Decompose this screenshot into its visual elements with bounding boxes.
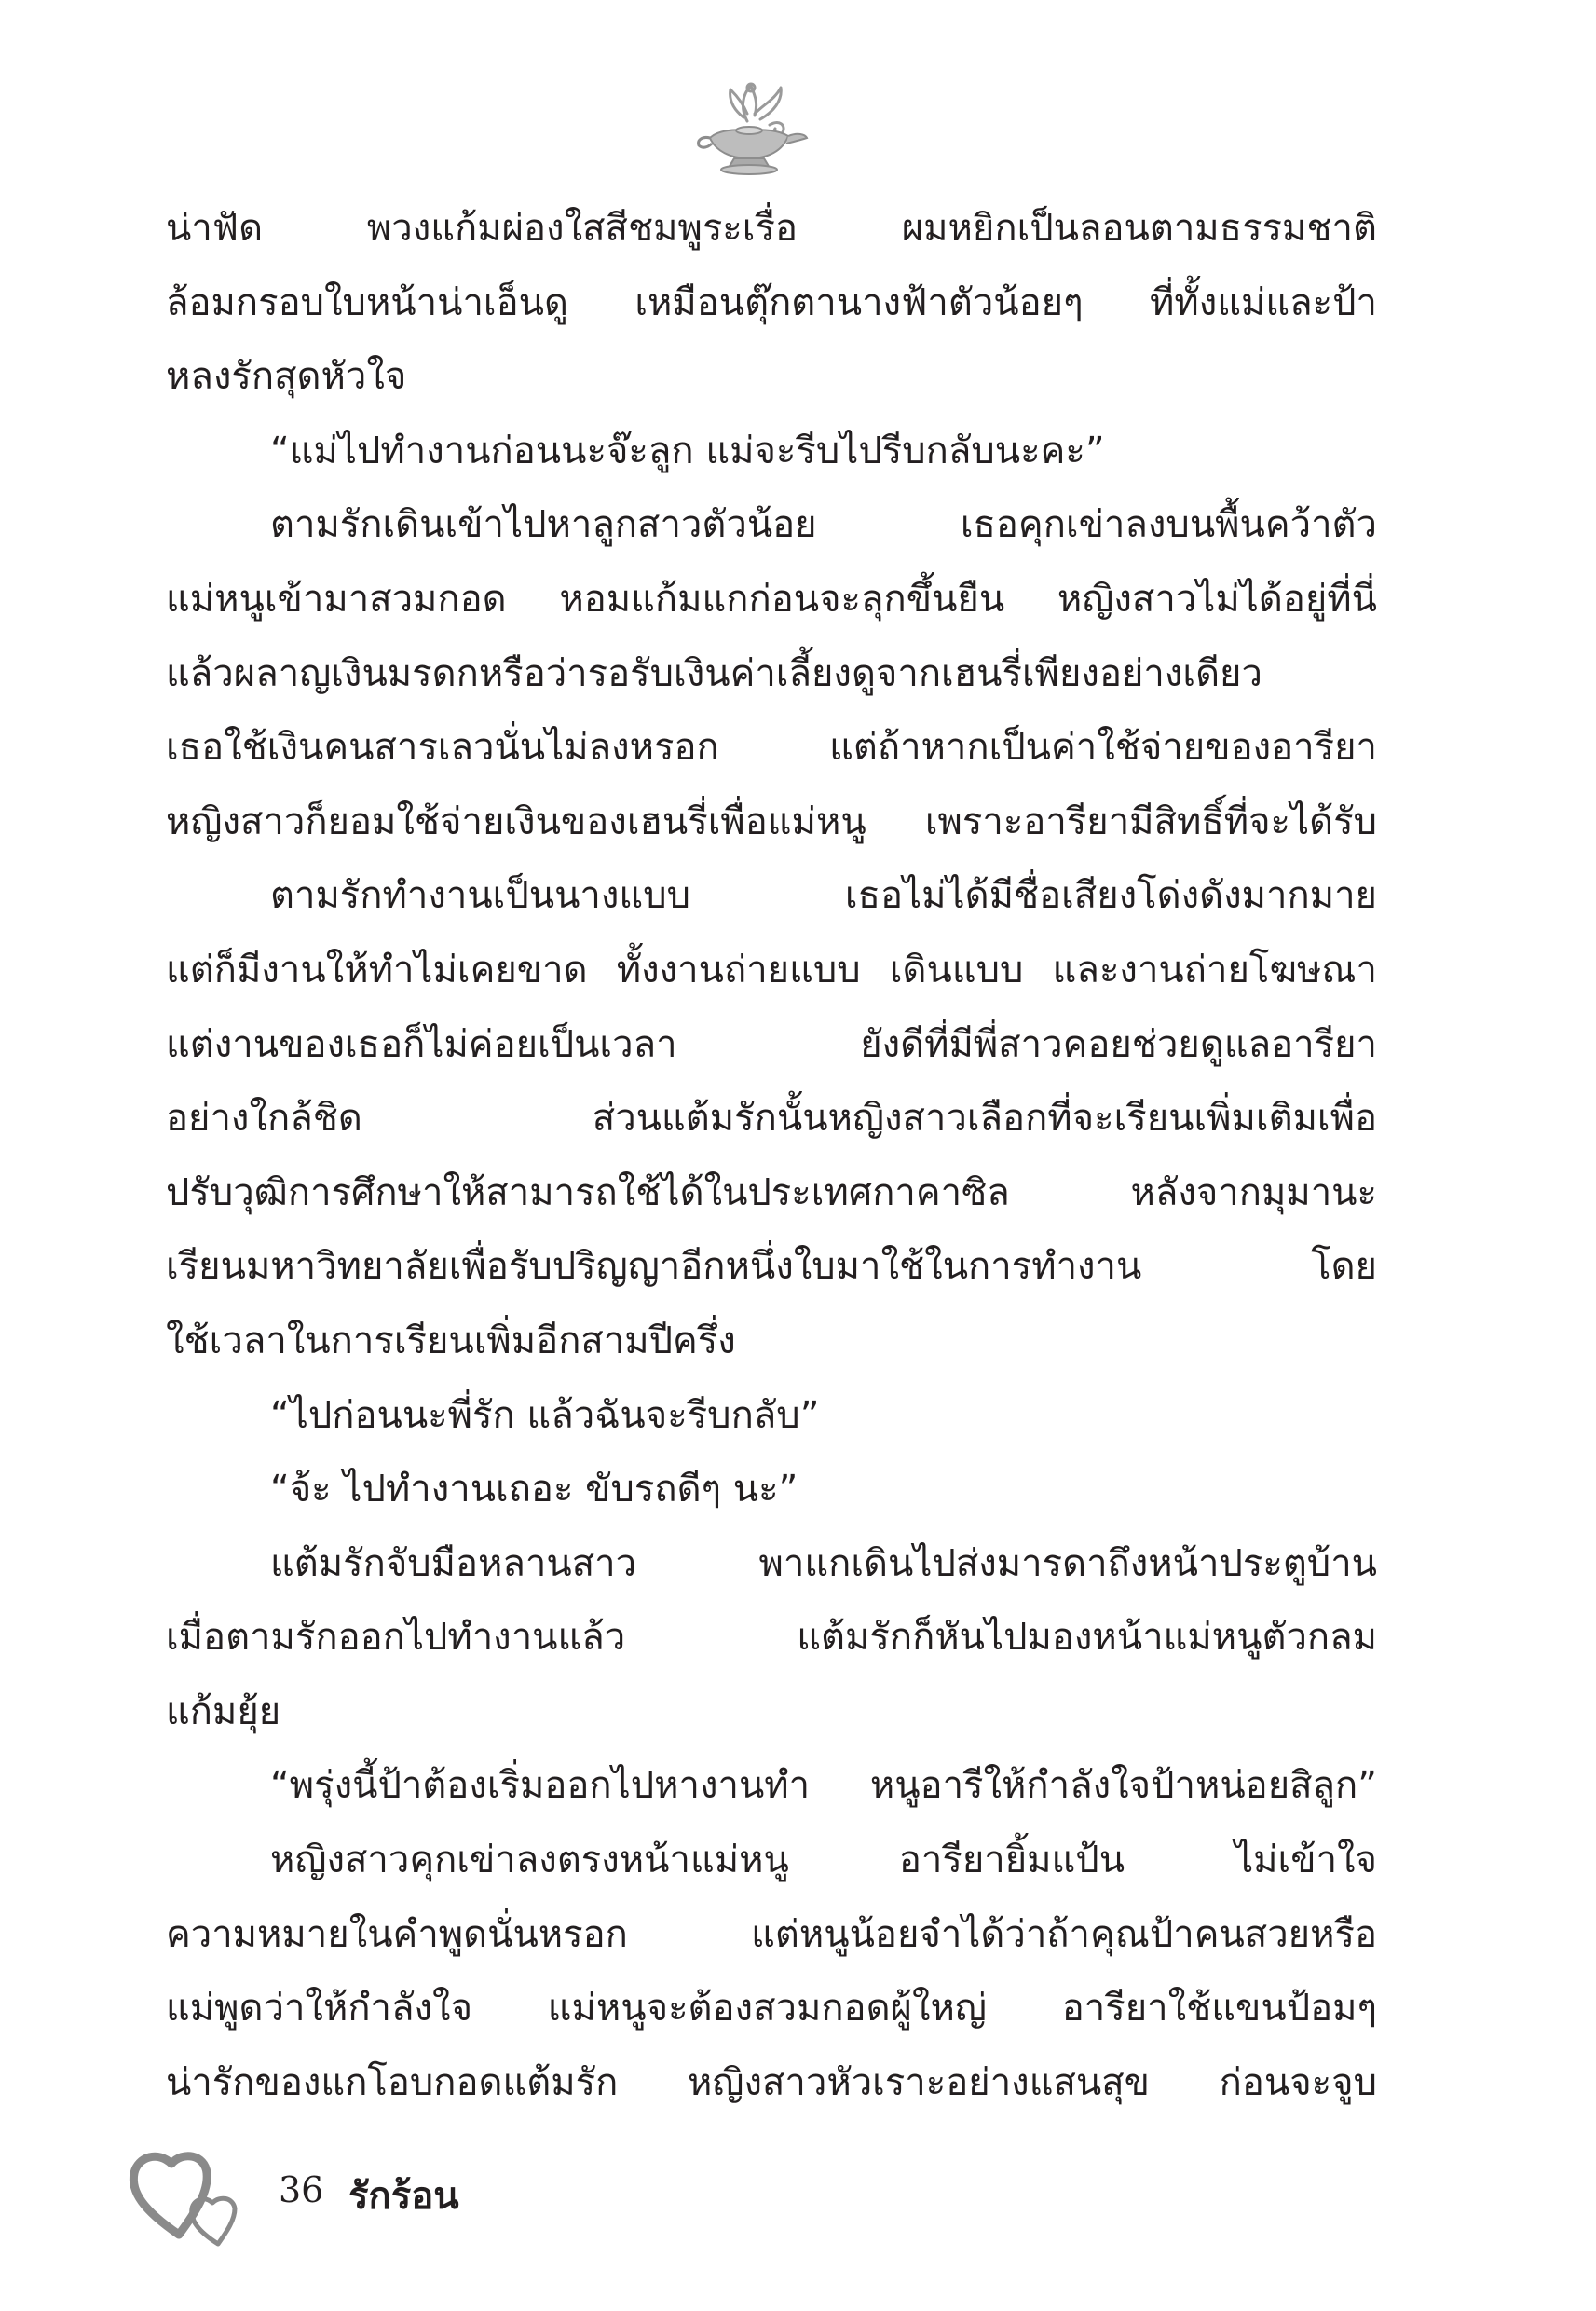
text-line: ใช้เวลาในการเรียนเพิ่มอีกสามปีครึ่ง [166, 1319, 736, 1362]
page-footer [125, 2134, 684, 2274]
text-line: ล้อมกรอบใบหน้าน่าเอ็นดู เหมือนตุ๊กตานางฟ้าตัวน้อยๆ ที่ทั้งแม่และป้า [166, 280, 1377, 324]
text-line: น่าฟัด พวงแก้มผ่องใสสีชมพูระเรื่อ ผมหยิกเป็นลอนตามธรรมชาติ [166, 207, 1377, 250]
text-line: น่ารักของแกโอบกอดแต้มรัก หญิงสาวหัวเราะอย่างแสนสุข ก่อนจะจูบ [166, 2060, 1377, 2104]
text-line: เมื่อตามรักออกไปทำงานแล้ว แต้มรักก็หันไปมองหน้าแม่หนูตัวกลม [166, 1616, 1377, 1660]
text-line: ปรับวุฒิการศึกษาให้สามารถใช้ได้ในประเทศกาคาซิล หลังจากมุมานะ [166, 1170, 1377, 1214]
text-line: แก้มยุ้ย [166, 1689, 281, 1733]
text-line: แม่พูดว่าให้กำลังใจ แม่หนูจะต้องสวมกอดผู้ใหญ่ อารียาใช้แขนป้อมๆ [166, 1987, 1377, 2031]
text-line: “พรุ่งนี้ป้าต้องเริ่มออกไปหางานทำ หนูอารีให้กำลังใจป้าหน่อยสิลูก” [270, 1764, 1377, 1808]
text-line: แล้วผลาญเงินมรดกหรือว่ารอรับเงินค่าเลี้ยงดูจากเฮนรี่เพียงอย่างเดียว [166, 651, 1262, 695]
text-line: ตามรักเดินเข้าไปหาลูกสาวตัวน้อย เธอคุกเข่าลงบนพื้นคว้าตัว [270, 503, 1377, 547]
text-line: “จ้ะ ไปทำงานเถอะ ขับรถดีๆ นะ” [270, 1468, 798, 1511]
text-line: หญิงสาวก็ยอมใช้จ่ายเงินของเฮนรี่เพื่อแม่หนู เพราะอารียามีสิทธิ์ที่จะได้รับ [166, 800, 1377, 843]
text-line: หลงรักสุดหัวใจ [166, 355, 407, 399]
running-title: รักร้อน [348, 2175, 459, 2218]
text-line: “แม่ไปทำงานก่อนนะจ๊ะลูก แม่จะรีบไปรีบกลับนะคะ” [270, 429, 1105, 472]
text-line: แม่หนูเข้ามาสวมกอด หอมแก้มแกก่อนจะลุกขึ้นยืน หญิงสาวไม่ได้อยู่ที่นี่ [166, 577, 1377, 621]
text-line: แต้มรักจับมือหลานสาว พาแกเดินไปส่งมารดาถึงหน้าประตูบ้าน [270, 1541, 1377, 1585]
text-line: เธอใช้เงินคนสารเลวนั่นไม่ลงหรอก แต่ถ้าหากเป็นค่าใช้จ่ายของอารียา [166, 726, 1377, 770]
body-text [166, 192, 1377, 2120]
text-line: เรียนมหาวิทยาลัยเพื่อรับปริญญาอีกหนึ่งใบมาใช้ในการทำงาน โดย [166, 1245, 1377, 1289]
text-line: แต่งานของเธอก็ไม่ค่อยเป็นเวลา ยังดีที่มีพี่สาวคอยช่วยดูแลอารียา [166, 1022, 1377, 1066]
fairy-teapot-ornament-icon [689, 76, 811, 179]
double-hearts-icon [125, 2134, 265, 2255]
page-number: 36 [279, 2169, 324, 2210]
text-line: ความหมายในคำพูดนั่นหรอก แต่หนูน้อยจำได้ว่าถ้าคุณป้าคนสวยหรือ [166, 1912, 1377, 1956]
text-line: ตามรักทำงานเป็นนางแบบ เธอไม่ได้มีชื่อเสียงโด่งดังมากมาย [270, 874, 1377, 918]
text-line: แต่ก็มีงานให้ทำไม่เคยขาด ทั้งงานถ่ายแบบ เดินแบบ และงานถ่ายโฆษณา [166, 948, 1377, 991]
text-line: อย่างใกล้ชิด ส่วนแต้มรักนั้นหญิงสาวเลือกที่จะเรียนเพิ่มเติมเพื่อ [166, 1097, 1377, 1141]
text-line: หญิงสาวคุกเข่าลงตรงหน้าแม่หนู อารียายิ้มแป้น ไม่เข้าใจ [270, 1839, 1377, 1882]
text-line: “ไปก่อนนะพี่รัก แล้วฉันจะรีบกลับ” [270, 1393, 820, 1437]
